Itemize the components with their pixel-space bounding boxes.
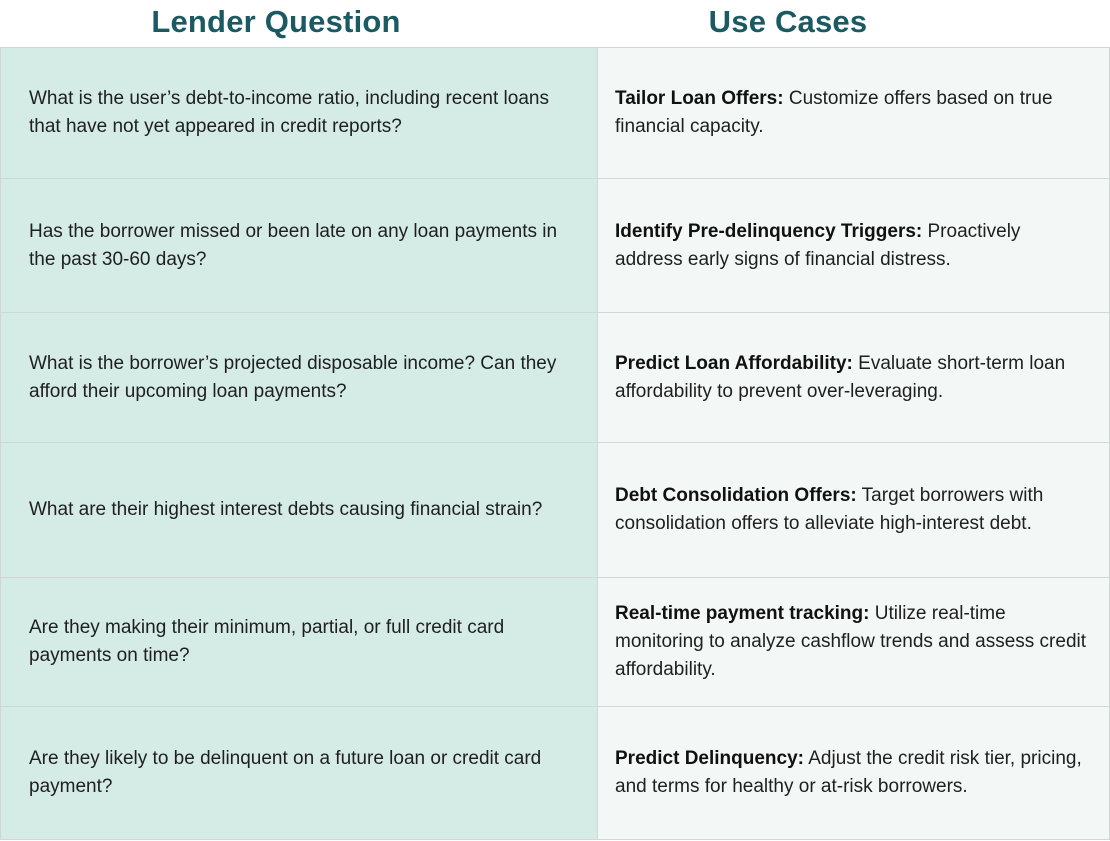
use-case-text: Evaluate short-term loan affordability to prevent over-leveraging.	[615, 352, 1066, 402]
use-case-cell	[598, 707, 1110, 840]
table-row	[1, 179, 1110, 313]
table-header	[0, 0, 1024, 48]
use-case-text: Customize offers based on true financial capacity.	[615, 88, 1053, 137]
lender-question-cell: What are their highest interest debts causing financial strain?	[1, 443, 598, 578]
use-case-text: Proactively address early signs of financial distress.	[615, 220, 1021, 270]
use-case-title: Real-time payment tracking:	[615, 603, 870, 624]
use-case-title: Tailor Loan Offers:	[615, 88, 784, 109]
use-case-text: Adjust the credit risk tier, pricing, and terms for healthy or at-risk borrowers.	[615, 748, 1082, 797]
use-cases-heading: Use Cases	[708, 4, 868, 39]
use-case-title: Predict Loan Affordability:	[615, 352, 853, 374]
table-row	[1, 578, 1110, 707]
use-case-cell	[598, 578, 1110, 707]
use-case-text: Target borrowers with consolidation offers to alleviate high-interest debt.	[615, 485, 1044, 534]
lender-question-heading: Lender Question	[151, 4, 401, 39]
use-case-cell	[598, 313, 1110, 443]
lender-question-cell: Are they likely to be delinquent on a future loan or credit card payment?	[1, 707, 598, 840]
lender-use-case-table	[0, 47, 1110, 840]
use-case-title: Debt Consolidation Offers:	[615, 485, 857, 506]
table-row	[1, 443, 1110, 578]
lender-question-cell: What is the user’s debt-to-income ratio, including recent loans that have not yet appeared in credit reports?	[1, 48, 598, 179]
lender-question-cell: Are they making their minimum, partial, or full credit card payments on time?	[1, 578, 598, 707]
table-row	[1, 707, 1110, 840]
use-case-title: Predict Delinquency:	[615, 748, 804, 769]
table-row	[1, 48, 1110, 179]
use-case-cell	[598, 443, 1110, 578]
lender-question-cell: What is the borrower’s projected disposable income? Can they afford their upcoming loan payments?	[1, 313, 598, 443]
use-case-text: Utilize real-time monitoring to analyze cashflow trends and assess credit affordability.	[615, 603, 1087, 680]
lender-question-cell: Has the borrower missed or been late on any loan payments in the past 30-60 days?	[1, 179, 598, 313]
use-case-cell	[598, 179, 1110, 313]
table-row	[1, 313, 1110, 443]
use-case-cell	[598, 48, 1110, 179]
use-case-title: Identify Pre-delinquency Triggers:	[615, 220, 923, 242]
